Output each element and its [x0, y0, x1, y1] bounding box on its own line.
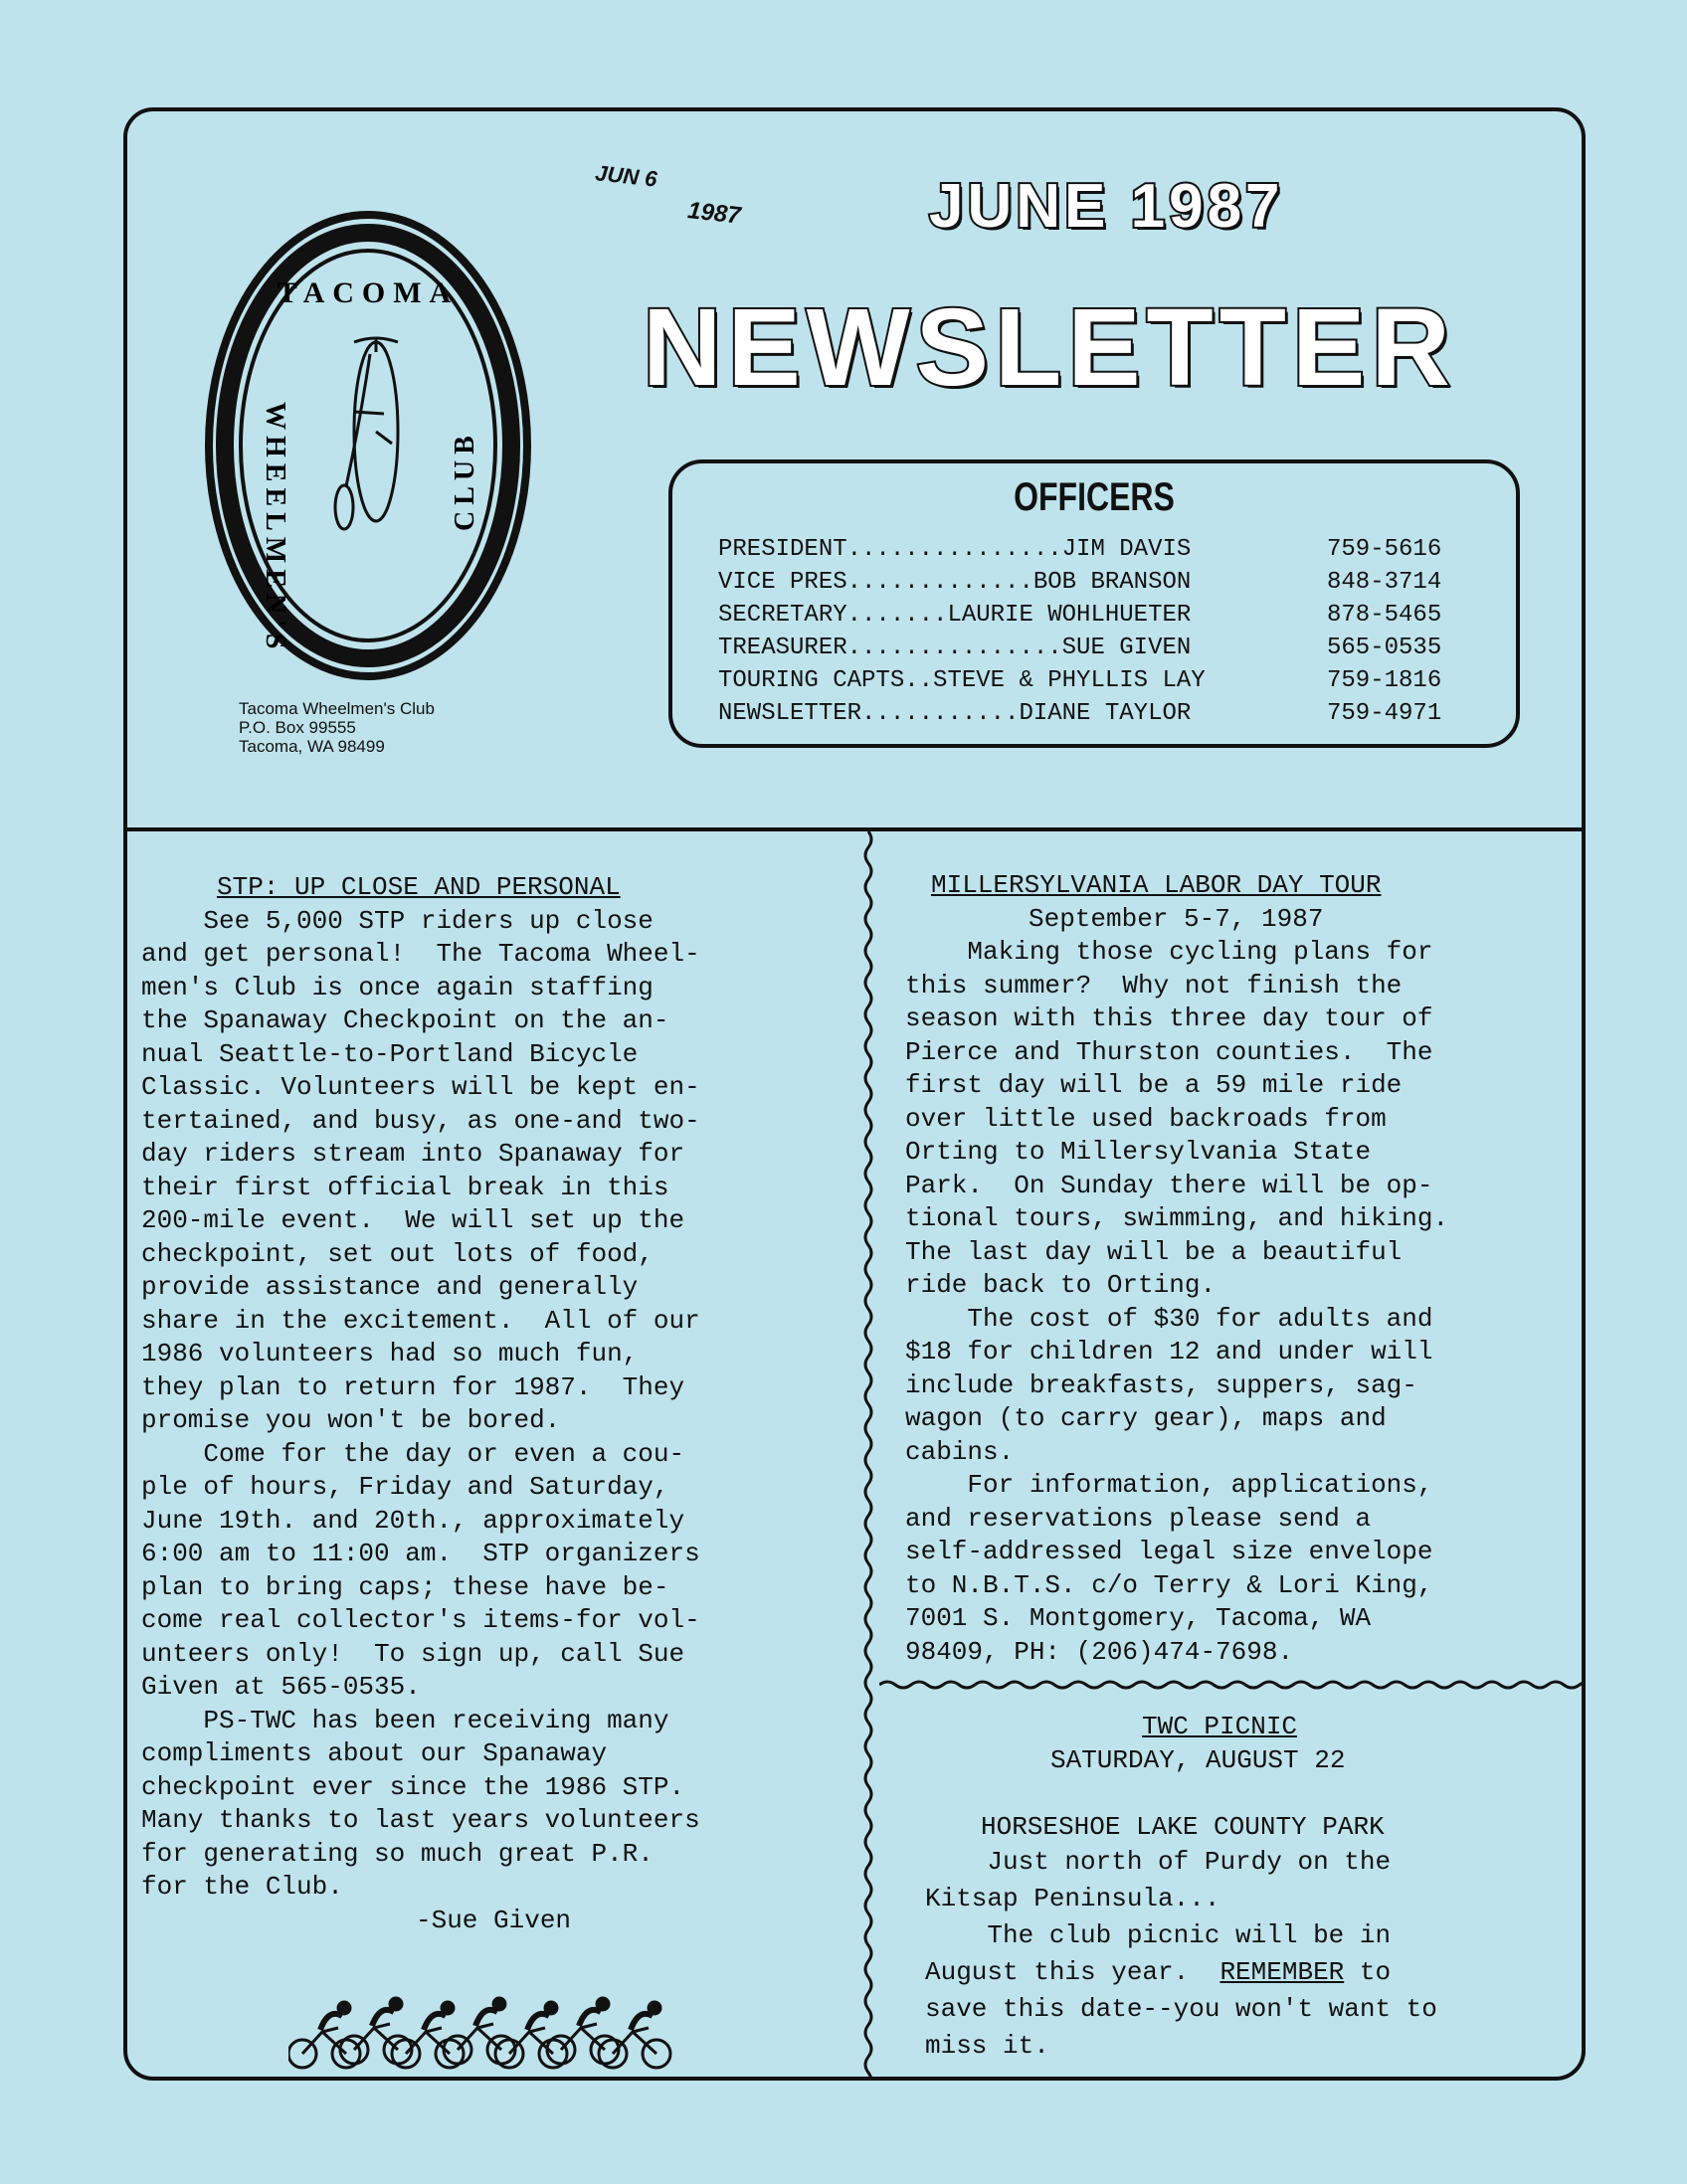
officer-role: SECRETARY.......LAURIE WOHLHUETER — [718, 602, 1192, 629]
officer-role: PRESIDENT...............JIM DAVIS — [718, 536, 1192, 563]
officer-phone: 759-1816 — [1327, 667, 1442, 694]
picnic-location: HORSESHOE LAKE COUNTY PARK — [981, 1811, 1385, 1842]
officer-phone: 759-4971 — [1327, 700, 1442, 727]
logo-text-right: CLUB — [450, 430, 480, 531]
officer-row — [718, 599, 1441, 632]
millersylvania-body: Making those cycling plans for this summer? Why not finish the season with this three day tour of Pierce and Thurston counties. The first day will be a 59 mile ride over little used backroads from Orting to Millersylvania State Park. On Sunday there will be op- tional tours, swimming, and hiking. The last day will be a beautiful ride back to Orting. The cost of $30 for adults and $18 for children 12 and under will include breakfasts, suppers, sag- wagon (to carry gear), maps and cabins. For information, applications, and reservations please send a self-addressed legal size envelope to N.B.T.S. c/o Terry & Lori King, 7001 S. Montgomery, Tacoma, WA 98409, PH: (206)474-7698. — [905, 937, 1449, 1667]
club-address — [239, 699, 537, 756]
cyclists-group-icon — [288, 1994, 686, 2074]
logo-text-left: WHEELMEN'S — [260, 402, 290, 655]
logo-text-top: TACOMA — [277, 276, 460, 309]
officer-phone: 878-5465 — [1327, 602, 1442, 629]
officer-role: TREASURER...............SUE GIVEN — [718, 635, 1192, 661]
picnic-divider — [879, 1674, 1586, 1696]
stp-author: -Sue Given — [416, 1905, 572, 1935]
penny-farthing-bicycle-icon — [335, 338, 398, 529]
club-city: Tacoma, WA 98499 — [239, 737, 385, 756]
officer-row — [718, 664, 1441, 697]
picnic-body-1: Just north of Purdy on the Kitsap Peninsula... The club picnic will be in August this year. — [925, 1847, 1392, 1987]
picnic-article — [925, 1711, 1437, 2065]
club-po-box: P.O. Box 99555 — [239, 718, 356, 737]
column-divider — [857, 831, 879, 2081]
stp-body: See 5,000 STP riders up close and get personal! The Tacoma Wheel- men's Club is once again staffing the Spanaway Checkpoint on the an- nual Seattle-to-Portland Bicycle Classic. Volunteers will be kept en- tertained, and busy, as one-and two- day riders stream into Spanaway for their first official break in this 200-mile event. We will set up the checkpoint, set out lots of food, provide assistance and generally share in the excitement. All of our 1986 volunteers had so much fun, they plan to return for 1987. They promise you won't be bored. Come for the day or even a cou- ple of hours, Friday and Saturday, June 19th. and 20th., approximately 6:00 am to 11:00 am. STP organizers plan to bring caps; these have be- come real collector's items-for vol- unteers only! To sign up, call Sue Given at 565-0535. PS-TWC has been receiving many compliments about our Spanaway checkpoint ever since the 1986 STP. Many thanks to last years volunteers for generating so much great P.R. for the Club. — [141, 905, 700, 1902]
officers-list — [718, 533, 1441, 730]
stamp-year: 1987 — [685, 197, 742, 230]
club-logo — [195, 203, 541, 700]
officers-box — [668, 459, 1520, 748]
officer-role: VICE PRES.............BOB BRANSON — [718, 569, 1192, 596]
officer-phone: 848-3714 — [1327, 569, 1442, 596]
officer-row — [718, 566, 1441, 599]
millersylvania-heading: MILLERSYLVANIA LABOR DAY TOUR — [931, 870, 1382, 900]
stp-article — [141, 871, 700, 1937]
millersylvania-dates: September 5-7, 1987 — [1029, 903, 1324, 934]
picnic-heading: TWC PICNIC — [1142, 1712, 1298, 1741]
officer-row — [718, 632, 1441, 664]
officer-row — [718, 697, 1441, 730]
picnic-date: SATURDAY, AUGUST 22 — [1050, 1744, 1346, 1775]
picnic-body-2: to save this date--you won't want to miss it. — [925, 1957, 1437, 2061]
picnic-remember: REMEMBER — [1219, 1957, 1345, 1987]
issue-date: JUNE 1987 — [929, 172, 1284, 241]
officers-heading: OFFICERS — [1014, 475, 1175, 519]
section-divider — [123, 827, 1586, 831]
newsletter-title: NEWSLETTER — [643, 286, 1456, 409]
millersylvania-article — [905, 869, 1448, 1669]
stamp-date: JUN 6 — [594, 160, 658, 192]
officer-phone: 565-0535 — [1327, 635, 1442, 661]
stp-heading: STP: UP CLOSE AND PERSONAL — [217, 872, 621, 902]
officer-role: TOURING CAPTS..STEVE & PHYLLIS LAY — [718, 667, 1206, 694]
officer-phone: 759-5616 — [1327, 536, 1442, 563]
officer-role: NEWSLETTER...........DIANE TAYLOR — [718, 700, 1192, 727]
club-name: Tacoma Wheelmen's Club — [239, 699, 435, 718]
officer-row — [718, 533, 1441, 566]
